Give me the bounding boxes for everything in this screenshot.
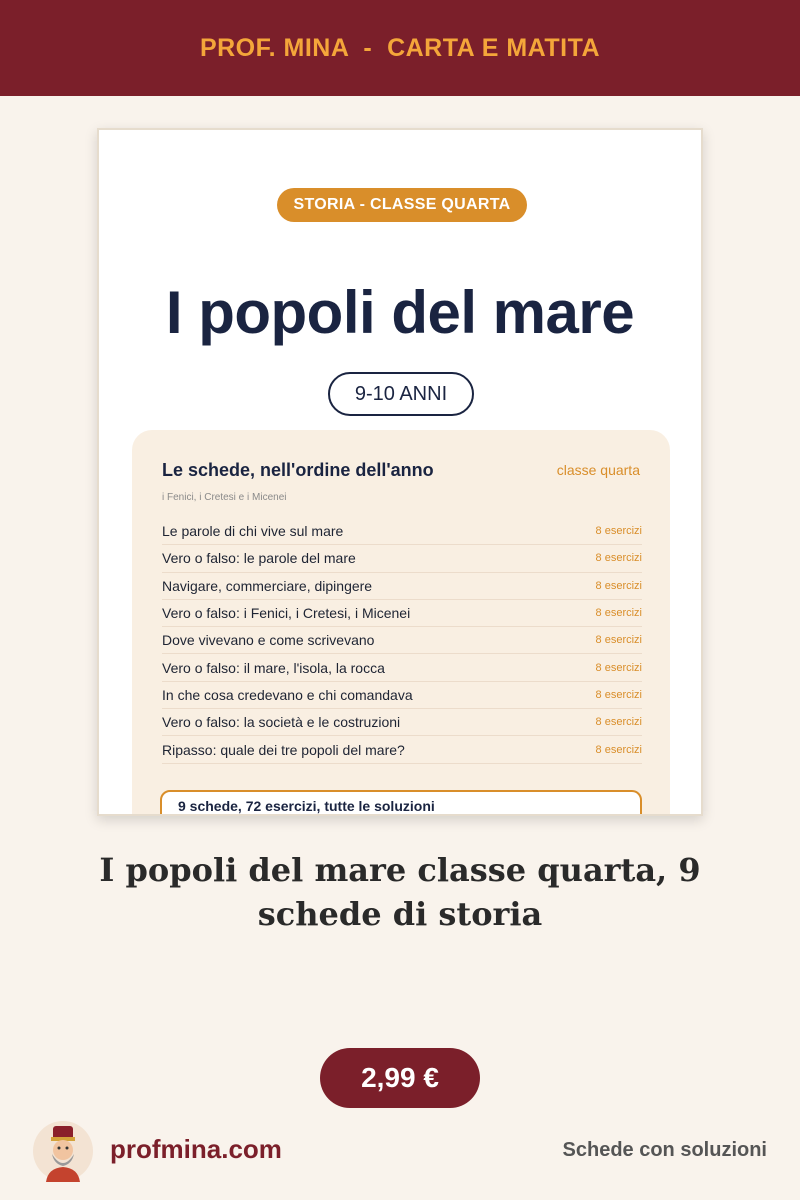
site-link[interactable]: profmina.com [110,1134,282,1164]
list-item-count: 8 esercizi [595,743,642,756]
teacher-avatar-icon [32,1120,94,1182]
list-item-count: 8 esercizi [595,688,642,701]
price-badge: 2,99 € [320,1048,480,1108]
schede-list-subtitle: i Fenici, i Cretesi e i Micenei [162,492,287,503]
list-item-count: 8 esercizi [595,634,642,647]
list-item-label: Vero o falso: il mare, l'isola, la rocca [162,659,385,676]
list-item-label: In che cosa credevano e chi comandava [162,686,413,703]
list-item [162,627,642,654]
brand-title: PROF. MINA - CARTA E MATITA [199,33,601,62]
list-item-count: 8 esercizi [595,525,642,538]
schede-list [162,518,642,764]
list-item [162,709,642,736]
age-badge: 9-10 ANNI [328,372,474,416]
list-item-count: 8 esercizi [595,552,642,565]
schede-list-box [132,430,670,816]
schede-list-tag: classe quarta [556,462,640,478]
list-item [162,736,642,763]
list-item-count: 8 esercizi [595,661,642,674]
list-item-label: Dove vivevano e come scrivevano [162,632,375,649]
list-item-count: 8 esercizi [595,579,642,592]
list-item [162,600,642,627]
list-item-label: Vero o falso: le parole del mare [162,550,356,567]
list-item-label: Navigare, commerciare, dipingere [162,577,373,594]
cover-title: I popoli del mare [165,279,635,346]
list-item [162,518,642,545]
list-item [162,654,642,681]
list-item [162,573,642,600]
summary-box: 9 schede, 72 esercizi, tutte le soluzioni [160,790,642,816]
list-item-label: Le parole di chi vive sul mare [162,523,344,540]
list-item [162,682,642,709]
product-cover-image[interactable] [97,128,703,816]
schede-list-title: Le schede, nell'ordine dell'anno [162,460,434,480]
header-bar [0,0,800,96]
subject-pill: STORIA - CLASSE QUARTA [277,188,527,222]
product-title[interactable]: I popoli del mare classe quarta, 9 schede di storia [99,851,701,933]
list-item-count: 8 esercizi [595,716,642,729]
list-item-label: Vero o falso: i Fenici, i Cretesi, i Micenei [162,605,411,622]
list-item-count: 8 esercizi [595,607,642,620]
list-item [162,545,642,572]
footer-tagline: Schede con soluzioni [562,1139,767,1161]
list-item-label: Vero o falso: la società e le costruzioni [162,714,401,731]
list-item-label: Ripasso: quale dei tre popoli del mare? [162,741,405,758]
